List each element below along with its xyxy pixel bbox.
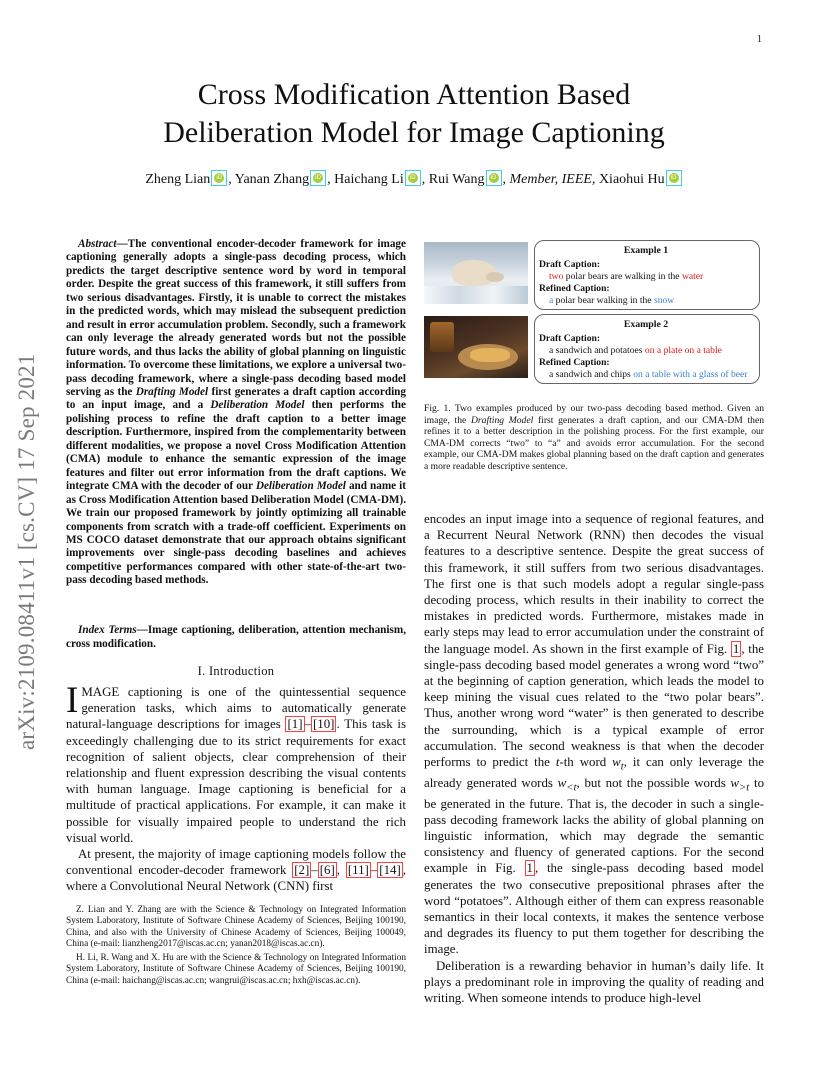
- author-membership: Member, IEEE,: [509, 172, 596, 187]
- math-subscript: <t: [566, 781, 577, 794]
- orcid-icon[interactable]: [405, 170, 421, 186]
- error-phrase: on a plate on a table: [644, 345, 722, 356]
- abstract-text: then performs the polishing process to refine the draft caption to a better image description. Furthermore, inspired from the complementarity between different modalities, we propose a novel Cross Modification Attention (CMA) module to enhance the semantic expression of the image features and filter out error information from the draft captions. We integrate CMA with the decoder of our: [66, 399, 406, 493]
- corrected-word: a: [549, 295, 554, 306]
- math-symbol: w: [557, 775, 567, 790]
- abstract-emph: Deliberation Model: [255, 480, 346, 493]
- orcid-icon[interactable]: [486, 170, 502, 186]
- sandwich-photo: [424, 316, 528, 378]
- paragraph-text: , it can only leverage the already generated words: [424, 755, 764, 790]
- example-title: Example 1: [623, 245, 669, 256]
- paper-title: [80, 76, 748, 152]
- title-line-1: Cross Modification Attention Based: [197, 78, 631, 111]
- abstract-text: —The conventional encoder-decoder framework for image captioning generally adopts a single-pass decoding process, which predicts the target descriptive sentence word by word in temporal order. Despite the great success of this framework, it still suffers from two serious disadvantages. Firstly, it is unable to correct the mistakes in the predicted words, which may mislead the subsequent prediction and result in error accumulation problem. Secondly, such a framework can only leverage the already generated words but not the possible future words, and thus lacks the ability of global planning on linguistic information. To overcome these limitations, we explore a universal two-pass decoding framework, where a single-pass decoding based model serving as the: [66, 238, 406, 398]
- caption-text: first generates a draft caption, and our CMA-DM then refines it to a better description in the polishing process. For the first example, our CMA-DM corrects “two” to “a” and avoids error accumulation. For the second example, our CMA-DM makes global planning based on the draft caption and generates a more readable descriptive sentence.: [424, 414, 764, 472]
- abstract-text: and name it as Cross Modification Attention based Deliberation Model (CMA-DM). We train our proposed framework by jointly optimizing all trainable components from scratch with a trade-off coefficient. Experiments on MS COCO dataset demonstrate that our approach obtains significant improvements over single-pass decoding baselines and achieves competitive performances compared with other state-of-the-art two-pass decoding based methods.: [66, 480, 406, 587]
- paragraph-text: –: [370, 863, 378, 878]
- orcid-icon[interactable]: [310, 170, 326, 186]
- citation-link[interactable]: [14]: [379, 863, 401, 878]
- intro-paragraph: Deliberation is a rewarding behavior in human’s daily life. It plays a predominant role in improving the quality of reading and writing. When someone intends to produce high-level: [424, 958, 764, 1006]
- figure-ref-link[interactable]: 1: [732, 641, 740, 656]
- drop-cap: I: [66, 680, 79, 721]
- caption-text: Two examples produced by our two-pass decoding based method. Given an image, the: [424, 403, 764, 426]
- figure-caption: [424, 403, 764, 472]
- index-terms-text: —Image captioning, deliberation, attention mechanism, cross modification.: [66, 624, 406, 650]
- footnotes: [66, 905, 406, 990]
- paragraph-text: MAGE captioning is one of the quintessential sequence generation tasks, which aims to automatically generate natural-language descriptions for images: [66, 685, 406, 732]
- index-terms-label: Index Terms: [78, 624, 137, 636]
- figure-1: [424, 240, 762, 390]
- caption-emph: Drafting Model: [470, 414, 534, 426]
- paragraph-text: , where a Convolutional Neural Network (CNN) first: [66, 863, 406, 894]
- author-name: Rui Wang: [428, 172, 485, 187]
- footnote-2: H. Li, R. Wang and X. Hu are with the Science & Technology on Integrated Information System Laboratory, Institute of Software Chinese Academy of Sciences, Beijing 100190, China (e-mail: haichang@iscas.ac.cn; wangrui@iscas.ac.cn; hxh@iscas.ac.cn).: [66, 953, 406, 986]
- intro-paragraph: [424, 511, 764, 958]
- paragraph-text: At present, the majority of image captioning models follow the conventional encoder-decoder framework: [66, 847, 406, 878]
- draft-caption: [539, 345, 753, 357]
- author-name: Xiaohui Hu: [598, 172, 665, 187]
- paragraph-text: , the single-pass decoding based model generates the two consecutive prepositional phrases after the word “potatoes”. Although either of them can express reasonable semantics in their local contexts, it makes the sentence verbose and degrades its fluency to put them together for describing the image.: [424, 861, 764, 957]
- example-1-box: [534, 240, 760, 310]
- abstract-label: Abstract: [78, 238, 117, 250]
- citation-link[interactable]: [2]: [294, 863, 310, 878]
- figure-ref-link[interactable]: 1: [526, 861, 533, 876]
- abstract-text: first generates a draft caption according to an input image, and a: [66, 385, 406, 412]
- draft-caption: [539, 271, 753, 283]
- citation-link[interactable]: [11]: [347, 863, 369, 878]
- abstract-emph: Deliberation Model: [210, 399, 305, 412]
- citation-link[interactable]: [6]: [319, 863, 335, 878]
- polar-bear-photo: [424, 242, 528, 304]
- abstract-emph: Drafting Model: [135, 385, 209, 398]
- corrected-phrase: on a table with a glass of beer: [633, 369, 748, 380]
- caption-text: polar bear walking in the: [553, 295, 654, 306]
- title-line-2: Deliberation Model for Image Captioning: [163, 116, 665, 149]
- refined-caption: [539, 295, 753, 307]
- page-number: 1: [757, 34, 762, 45]
- footnote-1: Z. Lian and Y. Zhang are with the Science & Technology on Integrated Information System Laboratory, Institute of Software Chinese Academy of Sciences, Beijing 100190, China, and also with the University of Chinese Academy of Sciences, Beijing 100049, China (e-mail: lianzheng2017@iscas.ac.cn; yanan2018@iscas.ac.cn).: [66, 905, 406, 949]
- paragraph-text: , but not the possible words: [576, 775, 731, 790]
- caption-text: polar bears are walking in the: [563, 271, 682, 282]
- paragraph-text: -th word: [559, 755, 613, 770]
- math-symbol: w: [612, 755, 621, 770]
- author-list: Zheng LianiD , Yanan ZhangiD , Haichang LiiD , Rui WangiD , Member, IEEE, Xiaohui HuiD: [60, 170, 768, 188]
- arxiv-stamp: arXiv:2109.08411v1 [cs.CV] 17 Sep 2021: [14, 353, 39, 750]
- example-title: Example 2: [623, 319, 669, 330]
- draft-caption-label: Draft Caption:: [539, 259, 601, 270]
- paragraph-text: , the single-pass decoding based model generates a wrong word “two” at the beginning of caption generation, which leads the model to keep mining the visual cues related to the “two polar bears”. Thus, another wrong word “water” is then generated to describe the surrounding, which is a typical example of error accumulation. The second weakness is that when the decoder performs to predict the: [424, 641, 764, 770]
- paragraph-text: encodes an input image into a sequence of regional features, and a Recurrent Neural Network (RNN) then decodes the visual features to a descriptive sentence. Despite the great success of this framework, it still suffers from two serious disadvantages. The first one is that such models adopt a regular single-pass decoding process, which results in their inability to correct the mistakes in predicted words. Furthermore, mistakes made in early steps may lead to error accumulation under the constraint of the language model. As shown in the first example of Fig.: [424, 512, 764, 656]
- refined-caption-label: Refined Caption:: [539, 283, 610, 294]
- section-heading: I. Introduction: [197, 664, 275, 678]
- error-word: water: [681, 271, 704, 282]
- refined-caption-label: Refined Caption:: [539, 357, 610, 368]
- author-name: Zheng Lian: [145, 172, 211, 187]
- intro-paragraph: [66, 846, 406, 895]
- refined-caption: [539, 369, 753, 381]
- intro-paragraph: [66, 680, 406, 846]
- paragraph-text: ,: [336, 863, 346, 878]
- index-terms: [66, 624, 406, 651]
- math-subscript: t: [620, 760, 624, 773]
- orcid-icon[interactable]: [211, 170, 227, 186]
- example-2-box: [534, 314, 760, 384]
- orcid-icon[interactable]: [666, 170, 682, 186]
- math-symbol: w: [730, 775, 740, 790]
- caption-text: a sandwich and chips: [549, 369, 634, 380]
- math-symbol: t: [555, 755, 560, 770]
- draft-caption-label: Draft Caption:: [539, 333, 601, 344]
- citation-link[interactable]: [10]: [312, 717, 335, 732]
- math-subscript: >t: [739, 781, 750, 794]
- author-name: Yanan Zhang: [234, 172, 310, 187]
- paragraph-text: . This task is exceedingly challenging due to its strict requirements for exact recognition of salient objects, clear comprehension of their relationship and fluent expression describing the visual contents with human language. Image captioning is beneficial for a multitude of practical applications. For example, it can make it possible for visually impaired people to understand the rich visual world.: [66, 717, 406, 845]
- paragraph-text: –: [304, 717, 311, 732]
- paragraph-text: –: [311, 863, 318, 878]
- error-word: two: [549, 271, 564, 282]
- caption-text: a sandwich and potatoes: [549, 345, 645, 356]
- paragraph-text: to be generated in the future. That is, the decoder in such a single-pass decoding framework lacks the ability of global planning on linguistic information, which may degrade the semantic consistency and fluency of generated captions. For the second example in Fig.: [424, 775, 765, 876]
- author-name: Haichang Li: [334, 172, 404, 187]
- citation-link[interactable]: [1]: [287, 717, 303, 732]
- corrected-word: snow: [653, 295, 675, 306]
- intro-column-1: [66, 680, 406, 895]
- intro-column-2: [424, 511, 764, 1006]
- abstract: [66, 238, 406, 588]
- figure-label: Fig. 1.: [424, 403, 451, 414]
